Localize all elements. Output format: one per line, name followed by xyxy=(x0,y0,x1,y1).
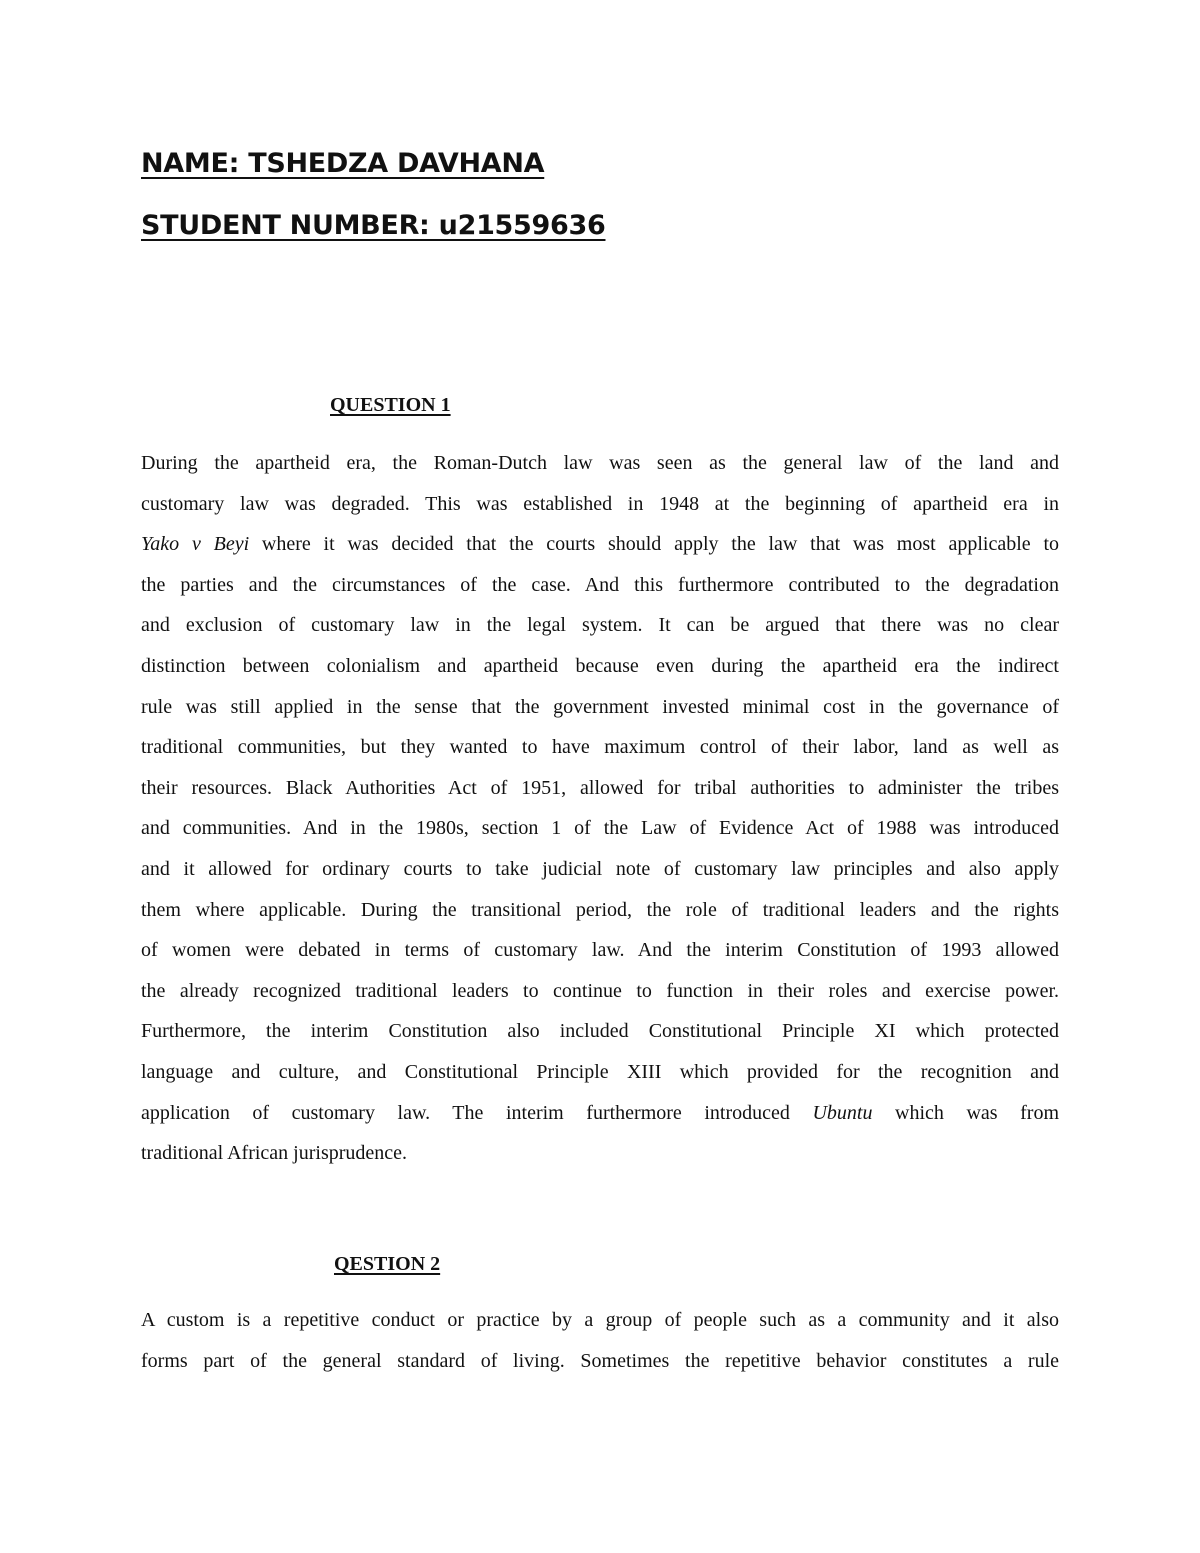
line-text: the already recognized traditional leaders to continue to function in their roles and exercise power. xyxy=(141,979,1059,1002)
paragraph-line xyxy=(141,565,1059,606)
question-1-answer xyxy=(141,443,1059,1174)
paragraph-line xyxy=(141,808,1059,849)
line-text: the parties and the circumstances of the case. And this furthermore contributed to the degradation xyxy=(141,573,1059,596)
line-text: and exclusion of customary law in the legal system. It can be argued that there was no clear xyxy=(141,614,1059,637)
line-text: their resources. Black Authorities Act of 1951, allowed for tribal authorities to administer the tribes xyxy=(141,776,1059,799)
line-text: language and culture, and Constitutional Principle XIII which provided for the recognition and xyxy=(141,1060,1059,1083)
paragraph-line xyxy=(141,646,1059,687)
paragraph-line xyxy=(141,443,1059,484)
student-number-heading: STUDENT NUMBER: u21559636 xyxy=(141,210,606,241)
paragraph-line xyxy=(141,727,1059,768)
line-text: application of customary law. The interim furthermore introduced xyxy=(141,1101,813,1124)
paragraph-line xyxy=(141,524,1059,565)
line-text: and communities. And in the 1980s, section 1 of the Law of Evidence Act of 1988 was introduced xyxy=(141,817,1059,840)
line-text: distinction between colonialism and apartheid because even during the apartheid era the indirect xyxy=(141,654,1059,677)
paragraph-line xyxy=(141,1341,1059,1382)
line-text: traditional communities, but they wanted to have maximum control of their labor, land as well as xyxy=(141,736,1059,759)
line-text: which was from xyxy=(872,1101,1060,1124)
line-text: rule was still applied in the sense that the government invested minimal cost in the governance of xyxy=(141,695,1059,718)
paragraph-line xyxy=(141,768,1059,809)
paragraph-line xyxy=(141,687,1059,728)
student-name-heading: NAME: TSHEDZA DAVHANA xyxy=(141,148,545,179)
line-text: where it was decided that the courts should apply the law that was most applicable to xyxy=(249,533,1059,556)
italic-term: Ubuntu xyxy=(812,1101,873,1124)
question-2-answer xyxy=(141,1300,1059,1381)
paragraph-line xyxy=(141,1011,1059,1052)
paragraph-line xyxy=(141,1300,1059,1341)
line-text: forms part of the general standard of living. Sometimes the repetitive behavior constitutes a rule xyxy=(141,1349,1059,1372)
paragraph-line xyxy=(141,849,1059,890)
paragraph-line xyxy=(141,971,1059,1012)
italic-term: Yako v Beyi xyxy=(141,533,250,556)
line-text: traditional African jurisprudence. xyxy=(141,1142,408,1165)
line-text: of women were debated in terms of customary law. And the interim Constitution of 1993 allowed xyxy=(141,939,1059,962)
line-text: customary law was degraded. This was established in 1948 at the beginning of apartheid era in xyxy=(141,492,1059,515)
paragraph-line xyxy=(141,890,1059,931)
question-2-title: QESTION 2 xyxy=(334,1253,441,1275)
line-text: them where applicable. During the transitional period, the role of traditional leaders and the rights xyxy=(141,898,1059,921)
question-1-title: QUESTION 1 xyxy=(330,394,451,416)
line-text: A custom is a repetitive conduct or practice by a group of people such as a community and it also xyxy=(141,1309,1059,1331)
paragraph-line xyxy=(141,1133,1059,1174)
line-text: and it allowed for ordinary courts to take judicial note of customary law principles and also apply xyxy=(141,857,1059,880)
paragraph-line xyxy=(141,484,1059,525)
paragraph-line xyxy=(141,1093,1059,1134)
paragraph-line xyxy=(141,605,1059,646)
paragraph-line xyxy=(141,1052,1059,1093)
paragraph-line xyxy=(141,930,1059,971)
line-text: During the apartheid era, the Roman-Dutch law was seen as the general law of the land and xyxy=(141,452,1059,474)
line-text: Furthermore, the interim Constitution also included Constitutional Principle XI which protected xyxy=(141,1020,1059,1043)
